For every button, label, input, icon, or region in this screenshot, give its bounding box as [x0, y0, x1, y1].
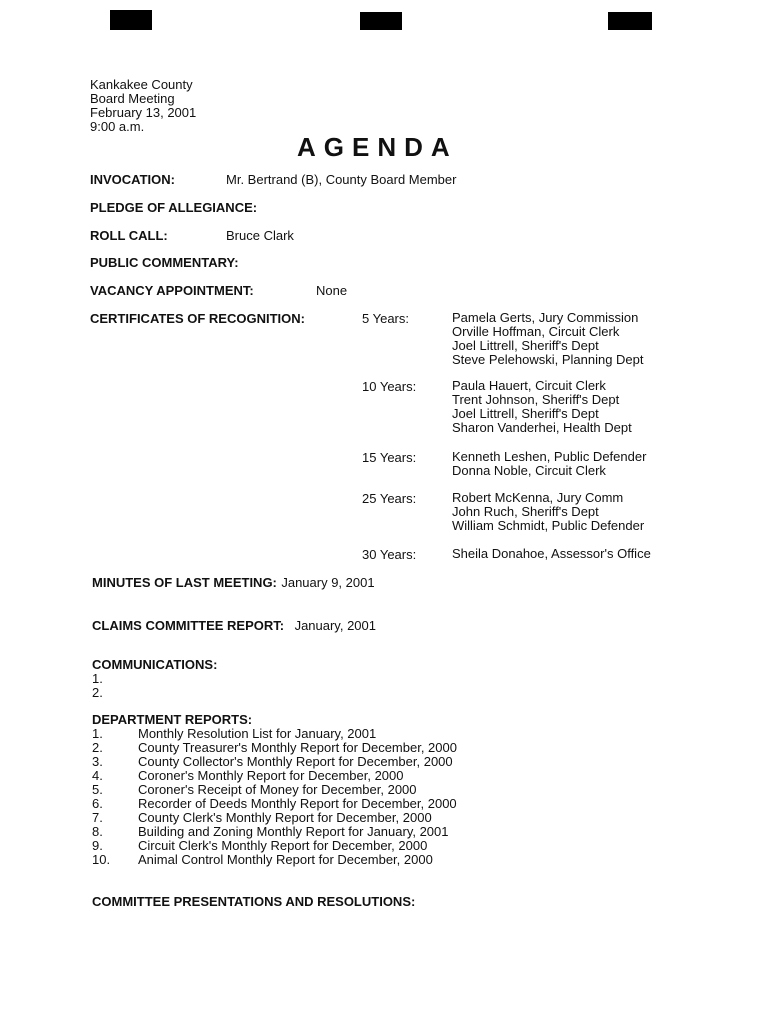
certificate-years: 15 Years:: [362, 450, 417, 465]
committee-label: COMMITTEE PRESENTATIONS AND RESOLUTIONS:: [92, 894, 416, 909]
certificate-name: Joel Littrell, Sheriff's Dept: [452, 406, 599, 421]
certificate-name: Orville Hoffman, Circuit Clerk: [452, 324, 620, 339]
page-title: AGENDA: [297, 132, 458, 162]
certificates-label: CERTIFICATES OF RECOGNITION:: [90, 311, 305, 326]
redaction-bar-left: [110, 10, 152, 30]
certificate-name: Sharon Vanderhei, Health Dept: [452, 420, 632, 435]
item-number: 5.: [92, 782, 103, 797]
vacancy-value: None: [316, 283, 348, 298]
certificate-name: John Ruch, Sheriff's Dept: [452, 504, 599, 519]
item-text: Animal Control Monthly Report for December, 2000: [138, 852, 433, 867]
list-item: [92, 825, 552, 839]
communications-label: COMMUNICATIONS:: [92, 657, 218, 672]
item-text: Recorder of Deeds Monthly Report for December, 2000: [138, 796, 457, 811]
item-text: Circuit Clerk's Monthly Report for December, 2000: [138, 838, 428, 853]
item-text: County Collector's Monthly Report for December, 2000: [138, 754, 453, 769]
certificate-name: Pamela Gerts, Jury Commission: [452, 310, 639, 325]
list-item: [92, 741, 552, 755]
item-number: 10.: [92, 852, 111, 867]
item-number: 4.: [92, 768, 103, 783]
certificate-name: Sheila Donahoe, Assessor's Office: [452, 546, 651, 561]
list-item: 2.: [92, 685, 103, 700]
certificate-years: 25 Years:: [362, 491, 417, 506]
item-number: 9.: [92, 838, 103, 853]
item-number: 8.: [92, 824, 103, 839]
list-item: [92, 797, 552, 811]
certificate-name: Joel Littrell, Sheriff's Dept: [452, 338, 599, 353]
list-item: [92, 853, 552, 867]
claims-row: [92, 617, 376, 635]
redaction-bar-center: [360, 12, 402, 30]
minutes-label: MINUTES OF LAST MEETING:: [92, 575, 277, 590]
department-reports-list: [92, 727, 552, 867]
certificate-names: [452, 491, 644, 533]
certificate-years: 30 Years:: [362, 547, 417, 562]
item-text: Coroner's Receipt of Money for December, 2000: [138, 782, 417, 797]
item-number: 6.: [92, 796, 103, 811]
certificate-years: 10 Years:: [362, 379, 417, 394]
certificate-names: [452, 547, 651, 561]
list-item: [92, 769, 552, 783]
claims-label: CLAIMS COMMITTEE REPORT:: [92, 618, 285, 633]
item-number: 1.: [92, 726, 103, 741]
list-item: [92, 839, 552, 853]
communications-list: [92, 672, 103, 700]
roll-call-value: Bruce Clark: [226, 228, 294, 243]
certificate-name: Donna Noble, Circuit Clerk: [452, 463, 606, 478]
redaction-bar-right: [608, 12, 652, 30]
certificate-name: Robert McKenna, Jury Comm: [452, 490, 624, 505]
certificate-name: Steve Pelehowski, Planning Dept: [452, 352, 644, 367]
item-text: Building and Zoning Monthly Report for January, 2001: [138, 824, 449, 839]
item-number: 3.: [92, 754, 103, 769]
header-line: February 13, 2001: [90, 105, 197, 120]
certificate-names: [452, 450, 646, 478]
list-item: 1.: [92, 671, 103, 686]
minutes-row: [92, 574, 375, 592]
claims-value: January, 2001: [294, 618, 376, 633]
roll-call-label: ROLL CALL:: [90, 228, 168, 243]
meeting-header: [90, 78, 196, 134]
list-item: [92, 811, 552, 825]
certificate-names: [452, 311, 644, 367]
minutes-value: January 9, 2001: [281, 575, 375, 590]
certificate-name: Paula Hauert, Circuit Clerk: [452, 378, 606, 393]
header-line: 9:00 a.m.: [90, 119, 145, 134]
item-text: County Clerk's Monthly Report for December, 2000: [138, 810, 432, 825]
vacancy-label: VACANCY APPOINTMENT:: [90, 283, 254, 298]
item-text: Monthly Resolution List for January, 2001: [138, 726, 377, 741]
list-item: [92, 783, 552, 797]
header-line: Kankakee County: [90, 77, 193, 92]
certificate-names: [452, 379, 632, 435]
item-text: County Treasurer's Monthly Report for December, 2000: [138, 740, 457, 755]
certificate-name: Trent Johnson, Sheriff's Dept: [452, 392, 620, 407]
invocation-label: INVOCATION:: [90, 172, 175, 187]
certificate-name: Kenneth Leshen, Public Defender: [452, 449, 647, 464]
department-reports-label: DEPARTMENT REPORTS:: [92, 712, 253, 727]
public-commentary-label: PUBLIC COMMENTARY:: [90, 255, 239, 270]
item-number: 7.: [92, 810, 103, 825]
list-item: [92, 755, 552, 769]
list-item: [92, 727, 552, 741]
invocation-value: Mr. Bertrand (B), County Board Member: [226, 172, 457, 187]
pledge-label: PLEDGE OF ALLEGIANCE:: [90, 200, 258, 215]
certificate-years: 5 Years:: [362, 311, 409, 326]
certificate-name: William Schmidt, Public Defender: [452, 518, 645, 533]
header-line: Board Meeting: [90, 91, 175, 106]
item-number: 2.: [92, 740, 103, 755]
item-text: Coroner's Monthly Report for December, 2000: [138, 768, 404, 783]
